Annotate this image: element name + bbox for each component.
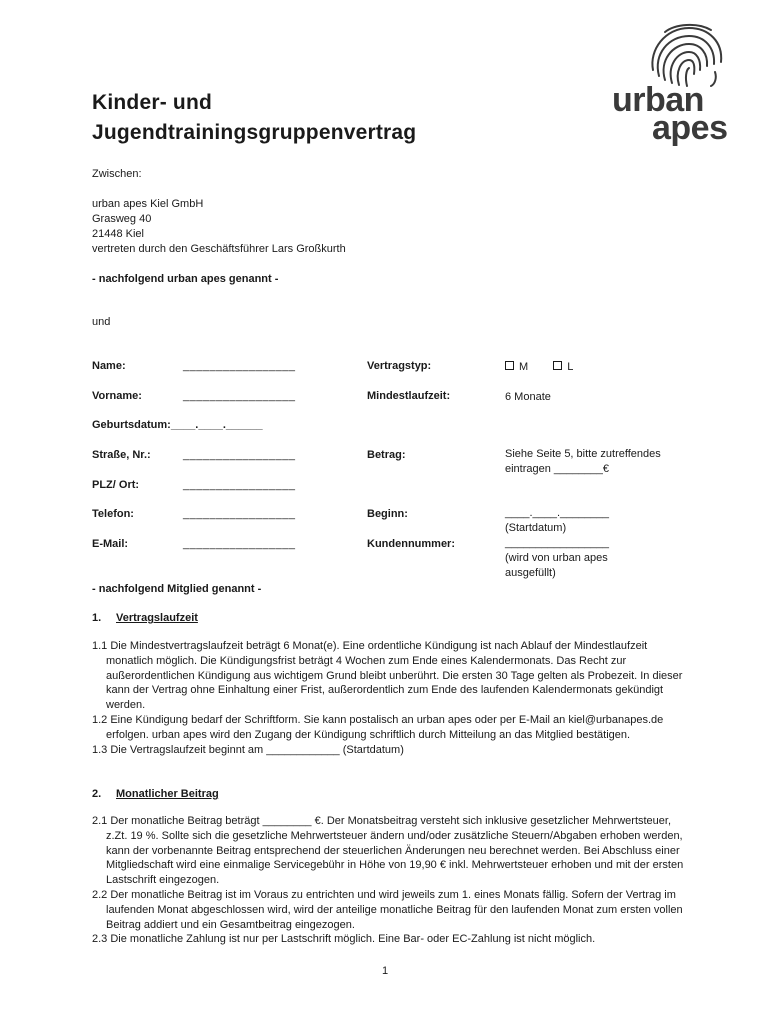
logo-text-urban: urban: [612, 81, 704, 119]
name-field[interactable]: _________________: [183, 360, 296, 372]
zip-city-field[interactable]: _________________: [183, 479, 296, 491]
clause-1-3: 1.3 Die Vertragslaufzeit beginnt am ____________ (Startdatum): [92, 743, 404, 756]
street-label: Straße, Nr.:: [92, 449, 151, 461]
between-label: Zwischen:: [92, 168, 142, 180]
section-2-number: 2.: [92, 788, 102, 800]
company-representative: vertreten durch den Geschäftsführer Lars Großkurth: [92, 243, 346, 255]
start-date-field[interactable]: ____.____.________: [505, 507, 609, 519]
section-2-heading: [92, 788, 219, 800]
contract-type-options: [505, 360, 573, 375]
option-m-label: M: [519, 361, 529, 373]
referred-member: - nachfolgend Mitglied genannt -: [92, 583, 262, 595]
name-label: Name:: [92, 360, 126, 372]
customer-number-hint-1: (wird von urban apes: [505, 552, 608, 564]
clause-2-1: 2.1 Der monatliche Beitrag beträgt ________ €. Der Monatsbeitrag versteht sich inklusive gesetzlicher Mehrwertsteuer, z.Zt. 19 %. Sollte sich die gesetzliche Mehrwertsteuer ändern und/oder zusätzliche Steuern/Abgaben erhoben werden, kann der vorbenannte Beitrag entsprechend der steuerlichen Änderungen neu berechnet werden. Bei Abschluss einer Mitgliedschaft wird eine einmalige Servicegebühr in Höhe von 19,90 € inkl. Mehrwertsteuer erhoben und mit der ersten Lastschrift eingezogen.: [92, 815, 684, 887]
document-title: [92, 88, 416, 148]
section-1-title: Vertragslaufzeit: [116, 612, 198, 624]
title-line-1: Kinder- und: [92, 91, 213, 114]
email-label: E-Mail:: [92, 538, 129, 550]
clause-2-2: 2.2 Der monatliche Beitrag ist im Voraus zu entrichten und wird jeweils zum 1. eines Monats fällig. Sofern der Vertrag im laufenden Monat abgeschlossen wird, wird der anteilige monatliche Beitrag für den laufenden Monat zum ersten vollen Beitrag addiert und ein Gesamtbeitrag eingezogen.: [92, 888, 683, 931]
amount-info: [505, 447, 661, 477]
customer-number-label: Kundennummer:: [367, 538, 455, 550]
customer-number-hint-2: ausgefüllt): [505, 567, 556, 579]
section-2-title: Monatlicher Beitrag: [116, 788, 219, 800]
clause-2-3: 2.3 Die monatliche Zahlung ist nur per Lastschrift möglich. Eine Bar- oder EC-Zahlung ist nicht möglich.: [92, 933, 596, 946]
min-term-value: 6 Monate: [505, 391, 551, 403]
clause-1-1: 1.1 Die Mindestvertragslaufzeit beträgt 6 Monat(e). Eine ordentliche Kündigung ist nach Ablauf der Mindestlaufzeit monatlich möglich. Die Kündigungsfrist beträgt 4 Wochen zum Ende eines Kalendermonats. Das Recht zur außerordentlichen Kündigung aus wichtigem Grund bleibt unberührt. Die ersten 30 Tage gelten als Probezeit. In dieser kann der Vertrag ohne Einhaltung einer Frist, außerordentlich zum Ende des laufenden Kalendermonats gekündigt werden.: [92, 640, 683, 712]
fingerprint-logo-icon: [645, 20, 727, 90]
section-2-body: [92, 814, 692, 947]
start-date-hint: (Startdatum): [505, 522, 567, 534]
section-1-heading: [92, 612, 198, 624]
section-1-body: [92, 639, 692, 757]
referred-urban-apes: - nachfolgend urban apes genannt -: [92, 273, 279, 285]
street-field[interactable]: _________________: [183, 449, 296, 461]
company-name: urban apes Kiel GmbH: [92, 198, 204, 210]
customer-number-info: [505, 536, 609, 581]
birthdate-field[interactable]: Geburtsdatum:____.____.______: [92, 419, 263, 431]
phone-label: Telefon:: [92, 508, 134, 520]
page-number: 1: [381, 965, 389, 977]
company-street: Grasweg 40: [92, 213, 152, 225]
option-l-label: L: [567, 361, 574, 373]
email-field[interactable]: _________________: [183, 538, 296, 550]
zip-city-label: PLZ/ Ort:: [92, 479, 140, 491]
firstname-label: Vorname:: [92, 390, 142, 402]
amount-label: Betrag:: [367, 449, 406, 461]
clause-1-2: 1.2 Eine Kündigung bedarf der Schriftform. Sie kann postalisch an urban apes oder per E-Mail an kiel@urbanapes.de erfolgen. urban apes wird den Zugang der Kündigung schriftlich durch Mitteilung an das Mitglied bestätigen.: [92, 713, 664, 741]
section-1-number: 1.: [92, 612, 102, 624]
company-city: 21448 Kiel: [92, 228, 144, 240]
checkbox-l[interactable]: [553, 361, 562, 370]
checkbox-m[interactable]: [505, 361, 514, 370]
contract-type-label: Vertragstyp:: [367, 360, 432, 372]
logo-text-apes: apes: [652, 109, 728, 147]
title-line-2: Jugendtrainingsgruppenvertrag: [92, 121, 417, 144]
start-info: [505, 506, 609, 536]
amount-field[interactable]: eintragen ________€: [505, 463, 609, 475]
urban-apes-logo: [612, 81, 752, 147]
company-address: [92, 197, 346, 257]
and-label: und: [92, 316, 111, 328]
phone-field[interactable]: _________________: [183, 508, 296, 520]
start-label: Beginn:: [367, 508, 408, 520]
firstname-field[interactable]: _________________: [183, 390, 296, 402]
amount-info-line1: Siehe Seite 5, bitte zutreffendes: [505, 448, 661, 460]
min-term-label: Mindestlaufzeit:: [367, 390, 451, 402]
customer-number-field[interactable]: _________________: [505, 537, 610, 549]
